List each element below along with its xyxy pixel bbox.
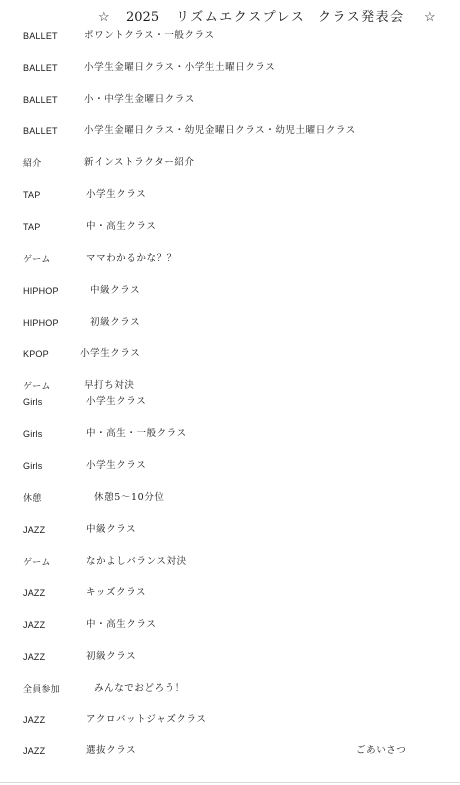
program-class: 小学生金曜日クラス・小学生土曜日クラス: [84, 62, 276, 73]
program-genre: HIPHOP: [23, 286, 59, 296]
program-class: 小学生クラス: [86, 460, 147, 471]
program-genre: 紹介: [23, 158, 42, 168]
program-class: 小・中学生金曜日クラス: [84, 94, 195, 105]
program-row: [0, 617, 460, 633]
program-class: 小学生金曜日クラス・幼児金曜日クラス・幼児土曜日クラス: [84, 125, 356, 136]
program-genre: TAP: [23, 190, 41, 200]
title-school-name: リズムエクスプレス: [176, 10, 306, 25]
greeting-note: ごあいさつ: [356, 745, 407, 756]
program-class: 中・高生・一般クラス: [86, 428, 187, 439]
program-class: 小学生クラス: [80, 348, 141, 359]
program-genre: BALLET: [23, 31, 58, 41]
program-row: [0, 155, 460, 171]
program-class: 休憩5〜10分位: [94, 492, 165, 503]
program-row: [0, 219, 460, 235]
star-left-icon: ☆: [98, 10, 110, 25]
program-class: 選抜クラス: [86, 745, 137, 756]
program-genre: JAZZ: [23, 715, 46, 725]
program-class: アクロバットジャズクラス: [86, 714, 207, 725]
program-genre: BALLET: [23, 95, 58, 105]
program-row: [0, 394, 460, 410]
program-genre: JAZZ: [23, 620, 46, 630]
program-class: ポワントクラス・一般クラス: [84, 30, 215, 41]
program-row: [0, 92, 460, 108]
program-row: [0, 283, 460, 299]
program-genre: Girls: [23, 429, 43, 439]
program-class: 早打ち対決: [84, 380, 135, 391]
program-genre: JAZZ: [23, 588, 46, 598]
program-class: みんなでおどろう！: [94, 683, 185, 694]
program-genre: 全員参加: [23, 684, 60, 694]
program-genre: JAZZ: [23, 746, 46, 756]
program-class: 中・高生クラス: [86, 619, 157, 630]
program-row: [0, 187, 460, 203]
program-row: [0, 315, 460, 331]
program-row: [0, 251, 460, 267]
program-genre: HIPHOP: [23, 318, 59, 328]
program-class: 初級クラス: [90, 317, 141, 328]
program-genre: 休憩: [23, 493, 42, 503]
program-class: ママわかるかな？？: [86, 253, 177, 264]
program-row: [0, 585, 460, 601]
program-row: [0, 458, 460, 474]
title-event-name: クラス発表会: [318, 10, 405, 25]
star-right-icon: ☆: [424, 10, 436, 25]
program-row: [0, 28, 460, 44]
bottom-divider: [0, 782, 460, 783]
program-genre: Girls: [23, 461, 43, 471]
program-row: [0, 712, 460, 728]
program-class: 中級クラス: [90, 285, 141, 296]
program-class: 中・高生クラス: [86, 221, 157, 232]
program-genre: JAZZ: [23, 525, 46, 535]
title-year: 2025: [126, 10, 160, 25]
program-row: [0, 522, 460, 538]
program-genre: KPOP: [23, 349, 49, 359]
program-class: なかよしバランス対決: [86, 556, 187, 567]
program-row: [0, 681, 460, 697]
program-row: [0, 426, 460, 442]
program-class: キッズクラス: [86, 587, 147, 598]
program-genre: ゲーム: [23, 254, 51, 264]
program-genre: ゲーム: [23, 557, 51, 567]
program-class: 中級クラス: [86, 524, 137, 535]
program-genre: Girls: [23, 397, 43, 407]
program-genre: ゲーム: [23, 381, 51, 391]
program-row: [0, 554, 460, 570]
program-class: 小学生クラス: [86, 189, 147, 200]
program-row: [0, 346, 460, 362]
program-row: [0, 649, 460, 665]
program-row: [0, 60, 460, 76]
program-genre: JAZZ: [23, 652, 46, 662]
program-class: 小学生クラス: [86, 396, 147, 407]
program-title: [0, 8, 460, 28]
program-class: 初級クラス: [86, 651, 137, 662]
program-row: [0, 378, 460, 394]
program-row: [0, 490, 460, 506]
program-genre: BALLET: [23, 63, 58, 73]
program-class: 新インストラクター紹介: [84, 157, 195, 168]
program-genre: BALLET: [23, 126, 58, 136]
program-genre: TAP: [23, 222, 41, 232]
program-row: [0, 123, 460, 139]
